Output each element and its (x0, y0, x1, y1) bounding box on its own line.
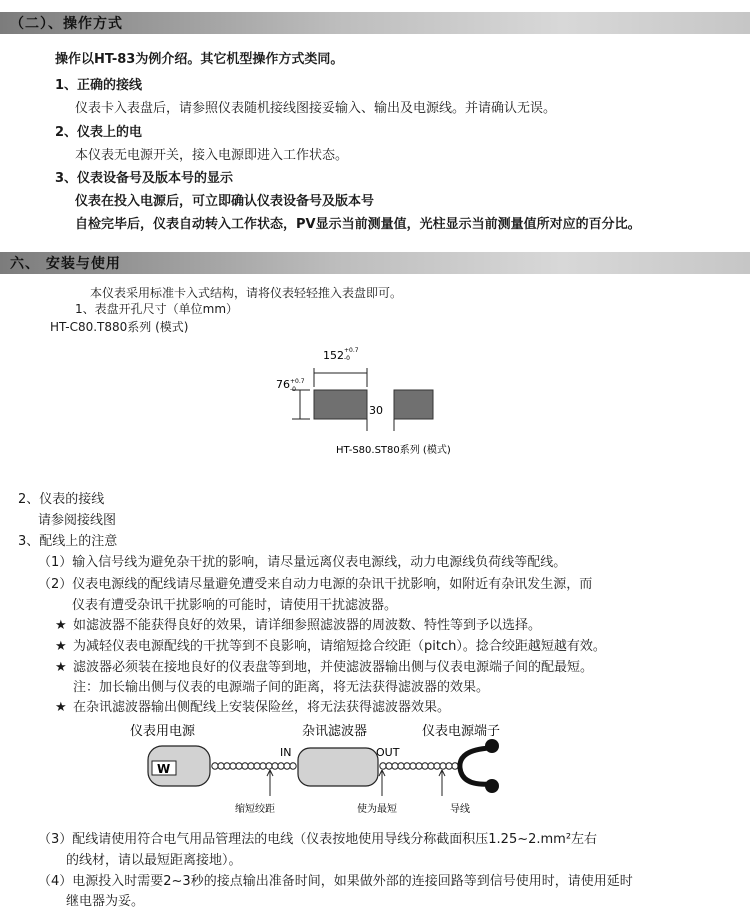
star-icon: ★ (55, 700, 67, 715)
note-2: （2）仪表电源线的配线请尽量避免遭受来自动力电源的杂讯干扰影响，如附近有杂讯发生源，而 (38, 577, 593, 592)
section-header-install (0, 252, 750, 274)
noise-filter-wiring-diagram (120, 718, 540, 824)
note-4: （4）电源投入时需要2~3秒的接点输出准备时间，如果做外部的连接回路等到信号使用时，请使用延时 (38, 874, 633, 889)
item-title: 1、正确的接线 (55, 78, 143, 93)
note-3: （3）配线请使用符合电气用品管理法的电线（仪表按地使用导线分称截面积压1.25~2.mm²左右 (38, 832, 598, 847)
height-label: 76 (276, 378, 290, 391)
star-item-4 (55, 696, 450, 715)
gap-label: 30 (369, 404, 383, 417)
in-label: IN (280, 746, 292, 759)
item-title: 3、仪表设备号及版本号的显示 (55, 171, 234, 186)
out-label: OUT (376, 746, 400, 759)
star-item-text: 滤波器必须装在接地良好的仪表盘等到地，并使滤波器输出侧与仪表电源端子间的配最短。 (73, 660, 594, 675)
star-icon: ★ (55, 639, 67, 654)
item-text: 请参阅接线图 (38, 513, 117, 528)
note-3-continued: 的线材，请以最短距离接地）。 (66, 853, 242, 868)
note-2-continued: 仪表有遭受杂讯干扰影响的可能时，请使用干扰滤波器。 (72, 598, 398, 613)
width-tolerance-lower: -0 (344, 355, 350, 362)
item-title: 2、仪表上的电 (55, 125, 143, 140)
note-4-continued: 继电器为妥。 (66, 894, 145, 909)
star-item-3 (55, 656, 593, 675)
item-text: 本仪表无电源开关，接入电源即进入工作状态。 (75, 148, 349, 163)
cutout-hole-left (314, 390, 367, 419)
section-title: （二）、操作方式 (10, 16, 123, 32)
section-header-operation (0, 12, 750, 34)
callout-twist-pitch: 缩短绞距 (235, 804, 275, 815)
operation-intro: 操作以HT-83为例介绍。其它机型操作方式类同。 (55, 52, 344, 67)
star-item-2 (55, 635, 606, 654)
install-intro: 本仪表采用标准卡入式结构，请将仪表轻轻推入表盘即可。 (90, 286, 403, 300)
callout-wire: 导线 (450, 804, 470, 815)
panel-cutout-diagram (270, 340, 470, 462)
cutout-caption: HT-S80.ST80系列 (模式) (336, 445, 451, 456)
terminal-screw-bottom (485, 779, 499, 793)
height-tolerance-upper: +0.7 (290, 378, 305, 385)
width-tolerance-upper: +0.7 (344, 347, 359, 354)
height-tolerance-lower: -0 (290, 386, 296, 393)
star-item-3-note: 注：加长输出侧与仪表的电源端子间的距离，将无法获得滤波器的效果。 (73, 680, 490, 695)
star-item-text: 如滤波器不能获得良好的效果，请详细参照滤波器的周波数、特性等到予以选择。 (73, 618, 542, 633)
noise-filter-box (298, 748, 378, 786)
item-text: 仪表在投入电源后，可立即确认仪表设备号及版本号 (75, 194, 375, 209)
cutout-hole-right (394, 390, 433, 419)
section-title: 六、 安装与使用 (10, 256, 121, 272)
star-item-text: 为减轻仪表电源配线的干扰等到不良影响，请缩短捻合绞距（pitch）。捻合绞距越短越有效。 (73, 639, 606, 654)
series-label: HT-C80.T880系列 (模式) (50, 320, 189, 334)
item-title: 3、配线上的注意 (18, 534, 118, 549)
cutout-title: 1、表盘开孔尺寸（单位mm） (75, 302, 239, 316)
note-1: （1）输入信号线为避免杂干扰的影响，请尽量远离仪表电源线，动力电源线负荷线等配线。 (38, 555, 567, 570)
power-symbol: W (157, 762, 171, 776)
twisted-pair-in (212, 763, 296, 769)
noise-filter-label: 杂讯滤波器 (302, 724, 368, 739)
power-terminal-label: 仪表电源端子 (422, 724, 501, 739)
twisted-pair-out (380, 763, 458, 769)
item-text: 自检完毕后，仪表自动转入工作状态，PV显示当前测量值，光柱显示当前测量值所对应的百分比。 (75, 217, 641, 232)
power-supply-label: 仪表用电源 (130, 724, 196, 739)
star-icon: ★ (55, 618, 67, 633)
callout-shortest: 使为最短 (357, 804, 397, 815)
power-terminal-clamp (460, 748, 490, 784)
star-item-text: 在杂讯滤波器输出侧配线上安装保险丝，将无法获得滤波器效果。 (73, 700, 451, 715)
star-icon: ★ (55, 660, 67, 675)
width-label: 152 (323, 349, 344, 362)
terminal-screw-top (485, 739, 499, 753)
star-item-1 (55, 614, 541, 633)
item-text: 仪表卡入表盘后，请参照仪表随机接线图接妥输入、输出及电源线。并请确认无误。 (75, 101, 557, 116)
item-title: 2、仪表的接线 (18, 492, 105, 507)
